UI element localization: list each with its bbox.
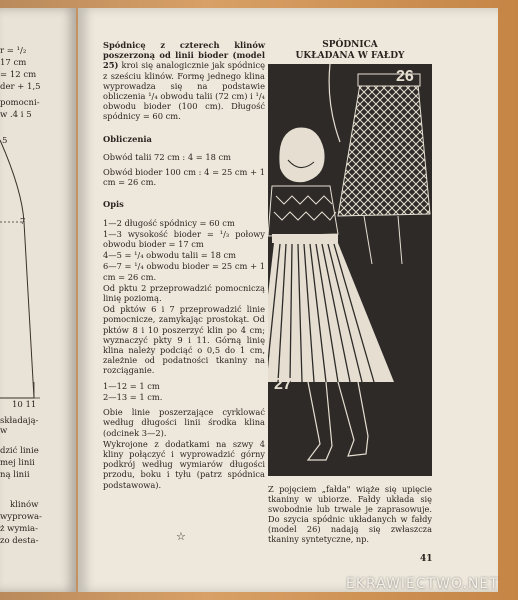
- watermark: EKRAWIECTWO.NET: [346, 576, 499, 592]
- page-number: 41: [420, 554, 433, 564]
- opis-line: Od pktu 2 przeprowadzić pomocniczą linię poziomą.: [103, 282, 265, 304]
- fashion-illustration: [268, 64, 432, 476]
- point-label: 5: [2, 136, 8, 146]
- opis-line: 6—7 = ¹/₄ obwodu bioder = 25 cm + 1 cm = 26 cm.: [103, 261, 265, 282]
- figure-title-line1: SPÓDNICA: [322, 40, 378, 50]
- left-line: mej linii: [0, 458, 35, 468]
- left-line: w: [0, 426, 8, 436]
- opis-line: Wykrojone z dodatkami na szwy 4 kliny połączyć i wyprowadzić górny podkrój według wymiarów długości przodu, boku i tyłu (patrz spódnica podstawowa).: [103, 438, 265, 490]
- figure-caption: Z pojęciem „fałda" wiąże się upięcie tkaniny w ubiorze. Fałdy układa się swobodnie lub trwale je zaprasowuje. Do szycia spódnic układanych w fałdy (model 26) nadają się zwłaszcza tkaniny syntetyczne, np.: [268, 484, 432, 544]
- opis-line: 4—5 = ¹/₄ obwodu talii = 18 cm: [103, 250, 237, 261]
- calc-line: Obwód talii 72 cm : 4 = 18 cm: [103, 151, 232, 162]
- intro-bold-text: Spódnicę z czterech klinów poszerzoną od linii bioder (model 25): [103, 40, 265, 71]
- left-line: ną linii: [0, 470, 30, 480]
- left-line: pomocni-: [0, 98, 40, 108]
- left-line: wyprowa-: [0, 512, 42, 522]
- left-line: ż wymia-: [0, 524, 38, 534]
- opis-line: Od pktów 6 i 7 przeprowadzić linie pomocnicze, zamykając prostokąt. Od pktów 8 i 10 poszerzyć klin po 4 cm; wyznaczyć pkty 9 i 11. Górną linię klina należy podciąć o 0,5 do 1 cm, zależnie od podatności tkaniny na rozciąganie.: [103, 304, 265, 376]
- opis-line: 2—13 = 1 cm.: [103, 391, 163, 402]
- model-27-label: 27: [274, 376, 292, 393]
- left-line: w .4 i 5: [0, 110, 32, 120]
- left-line: zo desta-: [0, 536, 39, 546]
- point-label: 7: [20, 217, 26, 227]
- model-26-label: 26: [396, 68, 414, 85]
- calc-line: Obwód bioder 100 cm : 4 = 25 cm + 1 cm = 26 cm.: [103, 167, 265, 188]
- pattern-drawing: [0, 130, 76, 410]
- intro-paragraph: [103, 40, 265, 122]
- intro-text: kroi się analogicznie jak spódnicę z sześciu klinów. Formę jednego klina wyprowadza się na podstawie obliczenia ¹/₄ obwodu talii (72 cm) i ¹/₄ obwodu bioder (100 cm). Długość spódnicy = 60 cm.: [103, 60, 265, 122]
- left-line: r = ¹/₂: [0, 46, 27, 56]
- star-icon: ☆: [176, 530, 186, 543]
- opis-line: Obie linie poszerzające cyrklować według długości linii środka klina (odcinek 3—2).: [103, 407, 265, 438]
- text-column: [103, 40, 265, 495]
- left-page: [0, 8, 76, 592]
- figure-title-line2: UKŁADANA W FAŁDY: [295, 51, 405, 61]
- opis-heading: Opis: [103, 199, 124, 210]
- left-line: dzić linie: [0, 446, 39, 456]
- figure-title: [268, 40, 432, 62]
- left-line: składają-: [0, 416, 39, 426]
- left-line: der + 1,5: [0, 82, 41, 92]
- point-label: 10 11: [12, 400, 37, 410]
- opis-line: 1—2 długość spódnicy = 60 cm: [103, 217, 235, 228]
- left-line: = 12 cm: [0, 70, 37, 80]
- opis-line: 1—3 wysokość bioder = ¹/₃ połowy obwodu bioder = 17 cm: [103, 228, 265, 250]
- left-line: 17 cm: [0, 58, 27, 68]
- obliczenia-heading: Obliczenia: [103, 133, 152, 144]
- opis-line: 1—12 = 1 cm: [103, 380, 160, 391]
- left-line: klinów: [10, 500, 39, 510]
- illustration-svg: [268, 64, 432, 476]
